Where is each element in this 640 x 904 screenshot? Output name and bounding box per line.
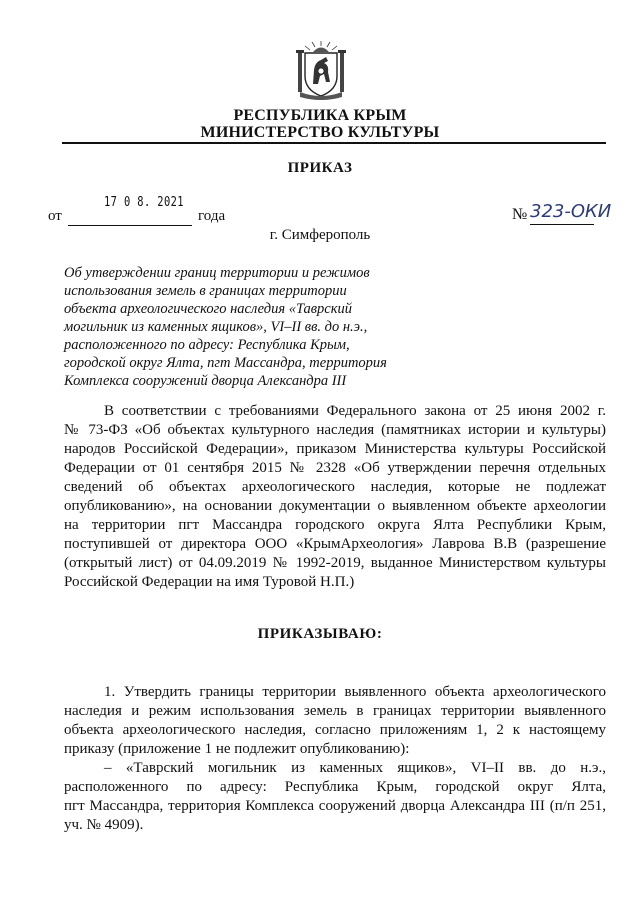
- header-ministry: МИНИСТЕРСТВО КУЛЬТУРЫ: [200, 124, 440, 141]
- preamble-line: народов Российской Федерации», приказом Министерства культуры Российской: [64, 441, 606, 457]
- preamble-paragraph: [64, 402, 606, 592]
- preamble-line: опубликованию», на основании документации о выявленном объекте археологии: [64, 498, 606, 514]
- order-word: ПРИКАЗЫВАЮ:: [257, 626, 383, 642]
- preamble-line: поступившей от директора ООО «КрымАрхеология» Лаврова В.В (разрешение: [64, 536, 606, 552]
- item-1-sub-line: пгт Массандра, территория Комплекса сооружений дворца Александра III (п/п 251,: [64, 798, 606, 814]
- preamble-line: на территории пгт Массандра городского округа Ялта Республики Крым,: [64, 517, 606, 533]
- handwritten-date: 17 0 8. 2021: [104, 195, 184, 210]
- item-1-paragraph: [64, 683, 606, 835]
- subject-line: могильник из каменных ящиков», VI–II вв. до н.э.,: [64, 319, 368, 335]
- subject-line: объекта археологического наследия «Таврский: [64, 301, 353, 317]
- subject-line: использования земель в границах территории: [64, 283, 347, 299]
- item-1-sub-line: уч. № 4909).: [64, 817, 144, 833]
- item-1-line: 1. Утвердить границы территории выявленного объекта археологического: [104, 684, 606, 700]
- crimea-coat-of-arms-icon: [296, 40, 346, 102]
- item-1-sub-line: – «Таврский могильник из каменных ящиков», VI–II вв. до н.э.,: [104, 760, 606, 776]
- item-1-sub-line: расположенного по адресу: Республика Крым, городской округ Ялта,: [64, 779, 606, 795]
- subject-line: городской округ Ялта, пгт Массандра, территория: [64, 355, 387, 371]
- header-rule: [62, 142, 606, 144]
- subject-line: расположенного по адресу: Республика Крым,: [64, 337, 350, 353]
- city: г. Симферополь: [269, 227, 371, 243]
- item-1-line: наследия и режим использования земель в границах территории выявленного: [64, 703, 606, 719]
- preamble-line: № 73-ФЗ «Об объектах культурного наследия (памятниках истории и культуры): [64, 422, 606, 438]
- number-sign: №: [512, 206, 528, 223]
- date-suffix: года: [198, 208, 226, 224]
- preamble-line: (открытый лист) от 04.09.2019 № 1992-2019, выданное Министерством культуры: [64, 555, 606, 571]
- preamble-line: сведений об объектах археологического наследия, которые не подлежат: [64, 479, 606, 495]
- number-underline: [530, 224, 594, 225]
- subject-line: Об утверждении границ территории и режимов: [64, 265, 370, 281]
- preamble-line: Российской Федерации на имя Туровой Н.П.): [64, 574, 355, 590]
- date-underline: [68, 225, 192, 226]
- subject-line: Комплекса сооружений дворца Александра III: [64, 373, 347, 389]
- preamble-line: Федерации от 01 сентября 2015 № 2328 «Об утверждении перечня отдельных: [64, 460, 606, 476]
- date-prefix: от: [48, 208, 62, 224]
- preamble-line: В соответствии с требованиями Федерального закона от 25 июня 2002 г.: [104, 403, 606, 419]
- handwritten-number: 323-ОКИ: [530, 201, 612, 222]
- item-1-line: объекта археологического наследия, согласно приложениям 1, 2 к настоящему: [64, 722, 606, 738]
- item-1-line: приказу (приложение 1 не подлежит опубликованию):: [64, 741, 410, 757]
- subject-block: [64, 264, 404, 390]
- header-republic: РЕСПУБЛИКА КРЫМ: [233, 107, 407, 124]
- document-title: ПРИКАЗ: [287, 160, 353, 176]
